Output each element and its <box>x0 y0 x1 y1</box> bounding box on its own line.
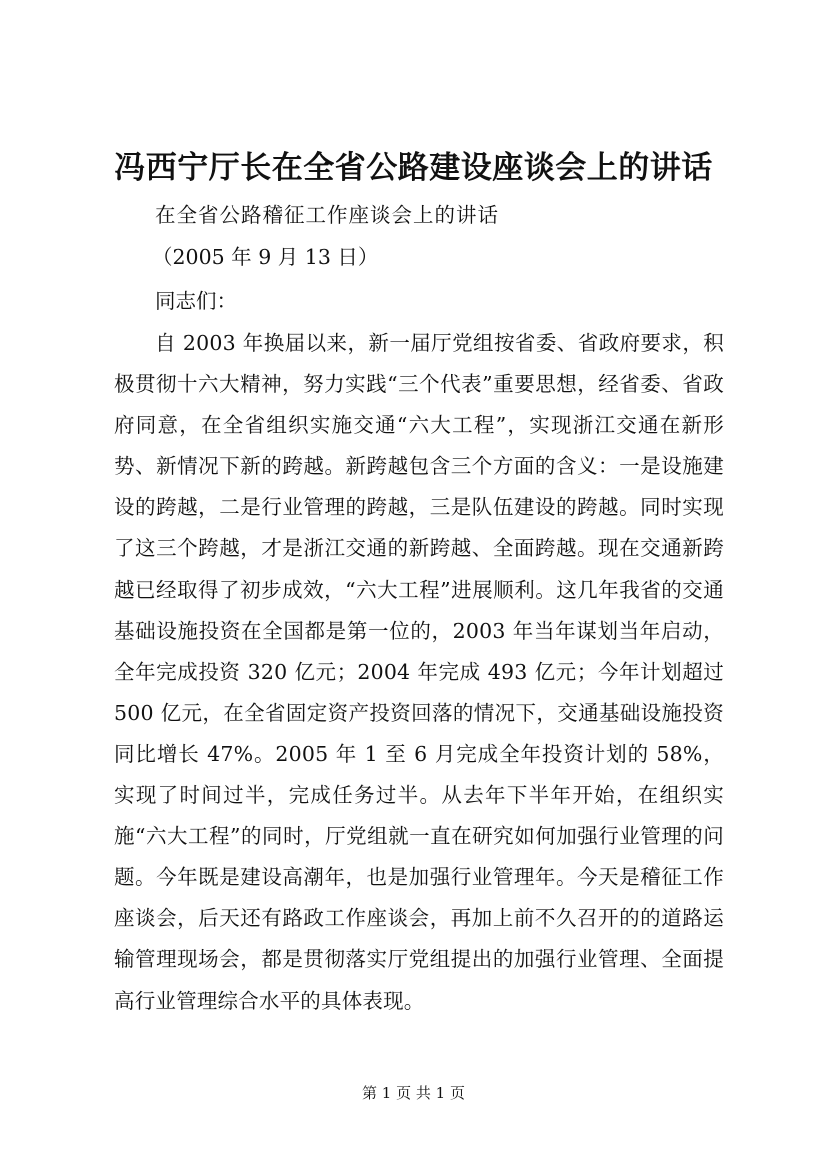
document-title: 冯西宁厅长在全省公路建设座谈会上的讲话 <box>114 150 713 186</box>
body-paragraph: 自 2003 年换届以来，新一届厅党组按省委、省政府要求，积极贯彻十六大精神，努力实践“三个代表”重要思想，经省委、省政府同意，在全省组织实施交通“六大工程”，实现浙江交通在新形势、新情况下新的跨越。新跨越包含三个方面的含义：一是设施建设的跨越，二是行业管理的跨越，三是队伍建设的跨越。同时实现了这三个跨越，才是浙江交通的新跨越、全面跨越。现在交通新跨越已经取得了初步成效，“六大工程”进展顺利。这几年我省的交通基础设施投资在全国都是第一位的，2003 年当年谋划当年启动，全年完成投资 320 亿元；2004 年完成 493 亿元；今年计划超过 500 亿元，在全省固定资产投资回落的情况下，交通基础设施投资同比增长 47%。2005 年 1 至 6 月完成全年投资计划的 58%，实现了时间过半，完成任务过半。从去年下半年开始，在组织实施“六大工程”的同时，厅党组就一直在研究如何加强行业管理的问题。今年既是建设高潮年，也是加强行业管理年。今天是稽征工作座谈会，后天还有路政工作座谈会，再加上前不久召开的的道路运输管理现场会，都是贯彻落实厅党组提出的加强行业管理、全面提高行业管理综合水平的具体表现。 <box>114 331 724 1013</box>
speech-subtitle: 在全省公路稽征工作座谈会上的讲话 <box>155 203 499 227</box>
page-footer: 第 1 页 共 1 页 <box>362 1084 465 1102</box>
speech-date: （2005 年 9 月 13 日） <box>152 245 379 269</box>
greeting: 同志们： <box>155 289 237 313</box>
